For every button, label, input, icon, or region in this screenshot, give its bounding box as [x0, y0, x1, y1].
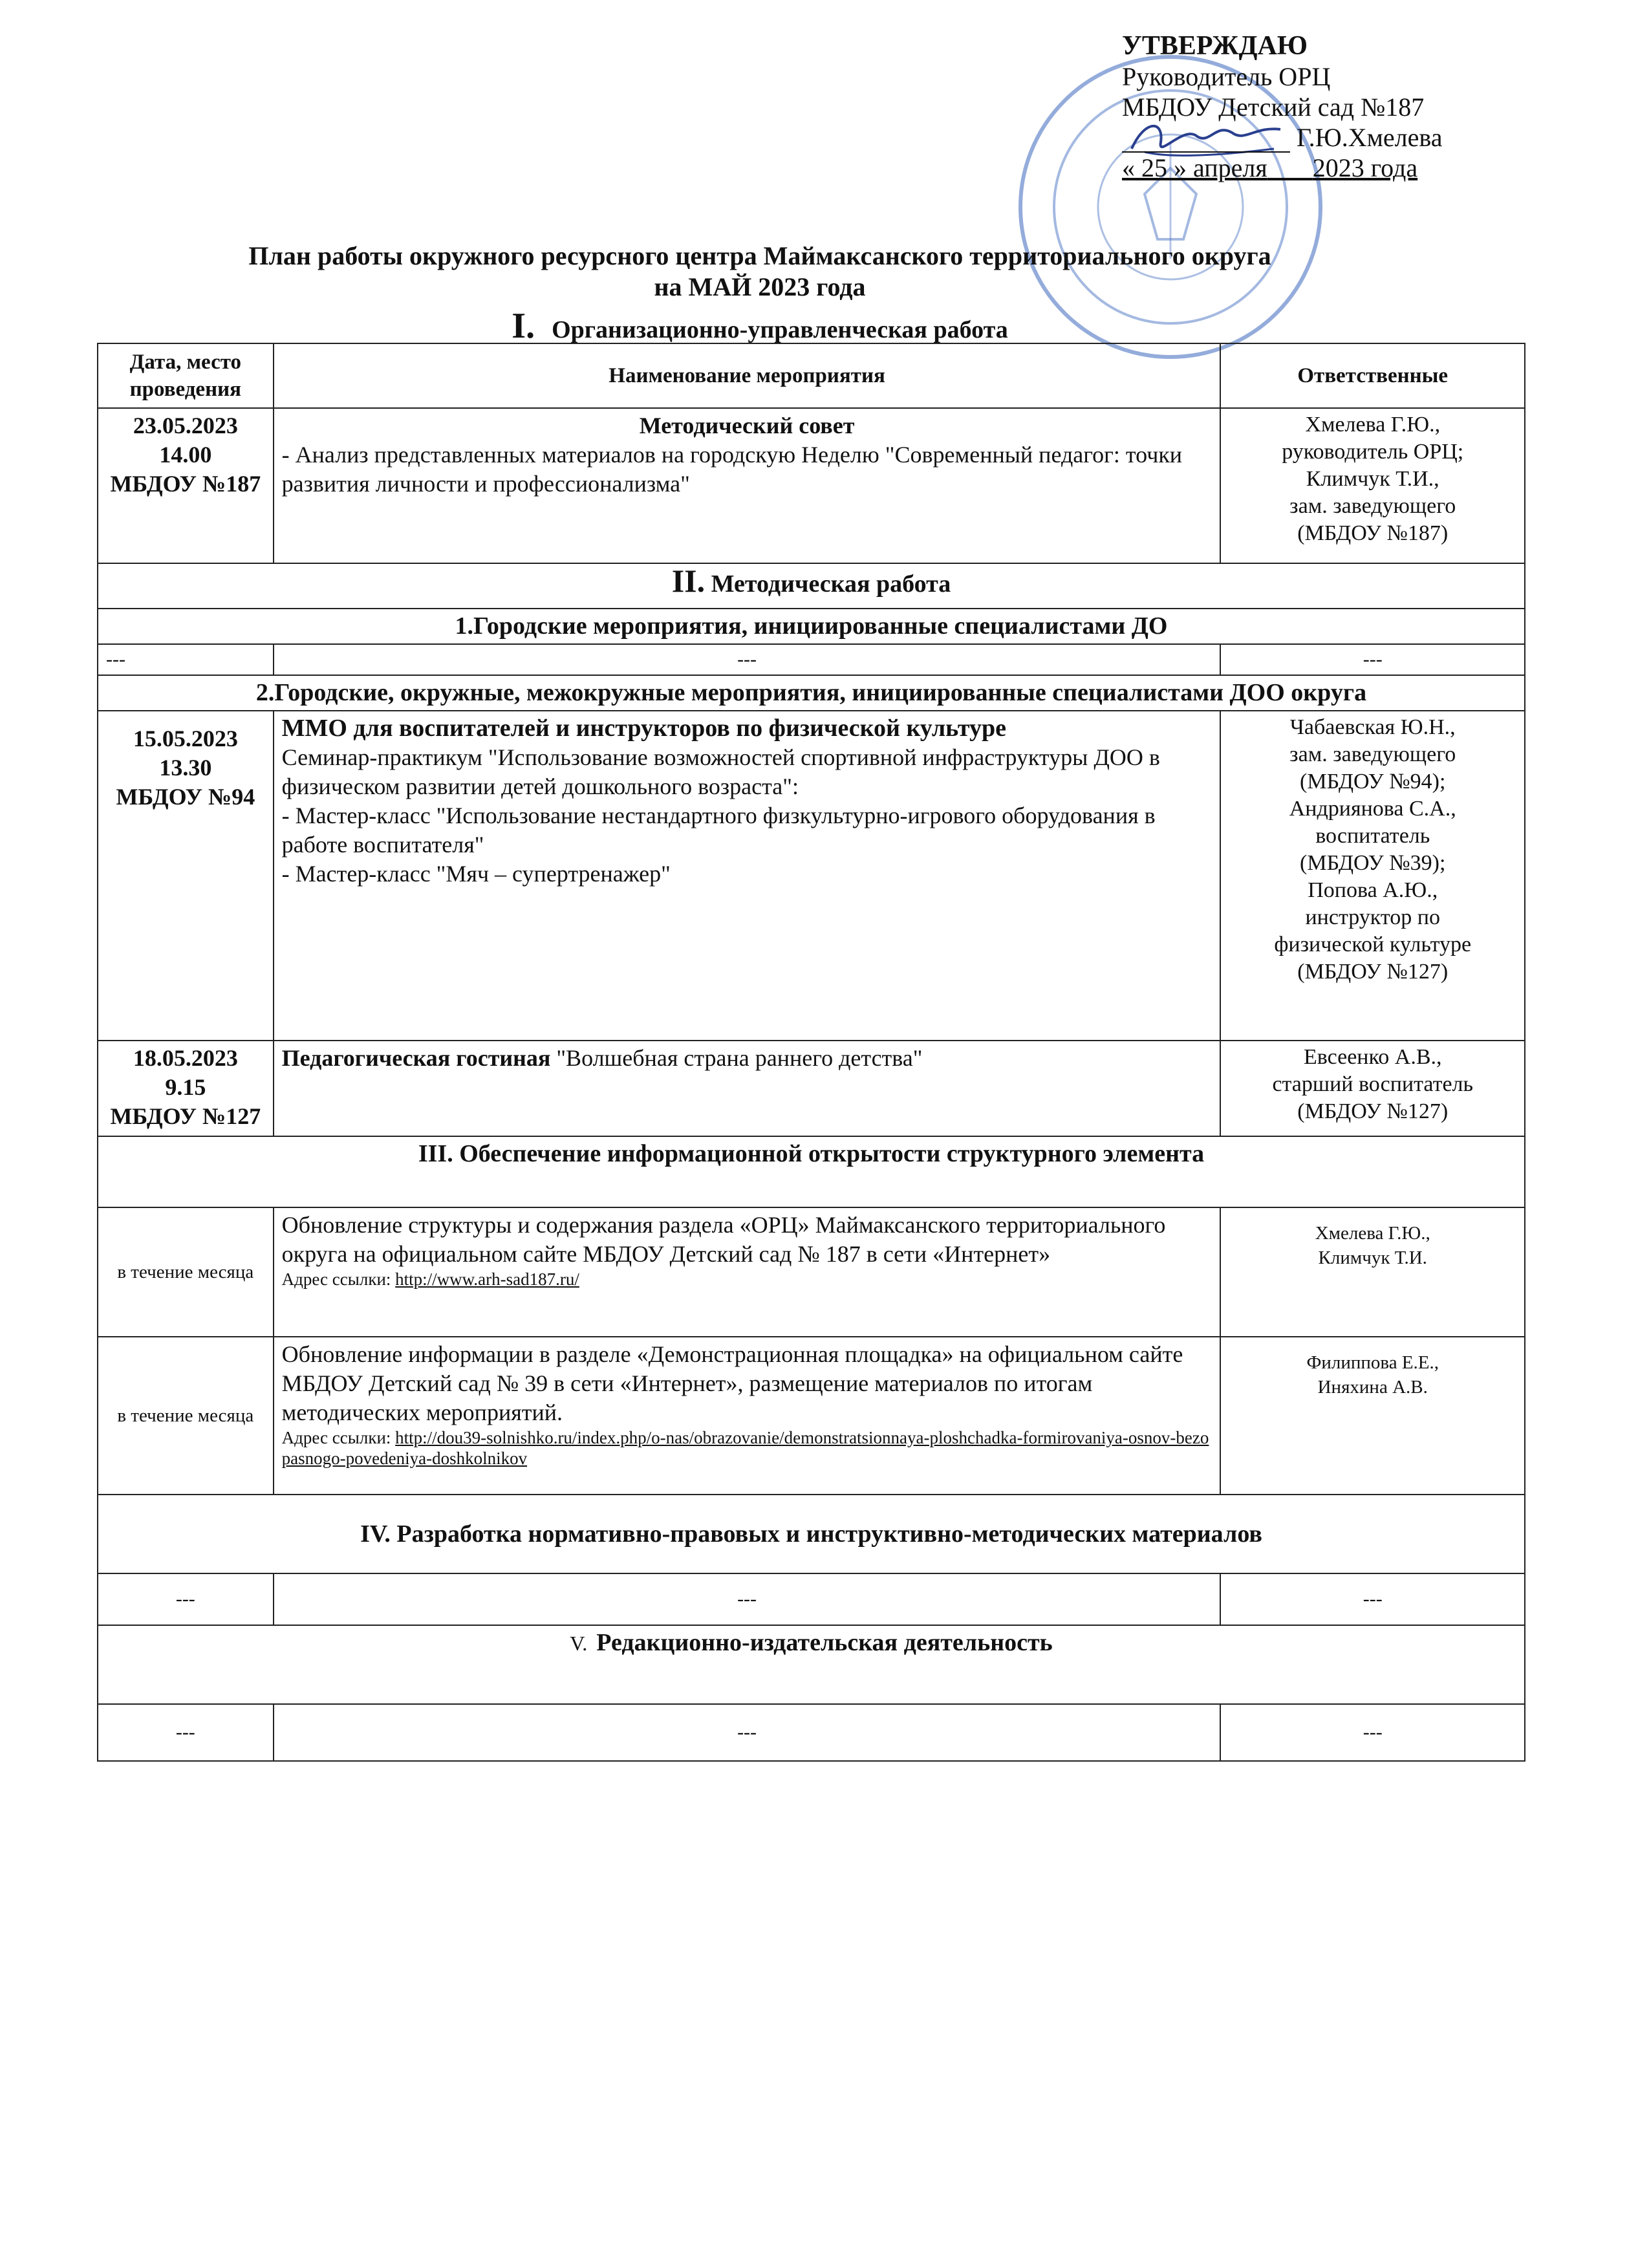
subsection-2-heading: 2.Городские, окружные, межокружные мероприятия, инициированные специалистами ДОО округа [98, 675, 1525, 711]
empty-cell: --- [1220, 1704, 1525, 1761]
section-4-heading: IV. Разработка нормативно-правовых и инструктивно-методических материалов [98, 1495, 1525, 1573]
empty-cell: --- [274, 1704, 1221, 1761]
lounge-responsible-cell [1220, 1041, 1525, 1136]
council-responsible-cell [1220, 408, 1525, 563]
table-row-empty-1 [98, 644, 1525, 675]
empty-cell: --- [98, 1704, 274, 1761]
site-orc-resp-line: Климчук Т.И. [1318, 1247, 1427, 1268]
section-1-label: Организационно-управленческая работа [552, 316, 1008, 343]
section-2-label: Методическая работа [711, 570, 951, 598]
approval-signer: Г.Ю.Хмелева [1297, 123, 1443, 152]
mmo-resp-line: физической культуре [1274, 933, 1472, 956]
table-row-lounge [98, 1041, 1525, 1136]
section-1-heading [97, 305, 1423, 347]
council-date: 23.05.2023 [133, 413, 238, 438]
approval-heading: УТВЕРЖДАЮ [1122, 31, 1308, 61]
mmo-resp-line: (МБДОУ №39); [1300, 851, 1446, 875]
mmo-resp-line: (МБДОУ №94); [1300, 770, 1446, 794]
council-resp-line: (МБДОУ №187) [1297, 521, 1449, 545]
table-row-site-orc [98, 1207, 1525, 1337]
site-demo-link-label: Адрес ссылки: [281, 1428, 396, 1447]
site-orc-event-cell [274, 1207, 1221, 1337]
site-demo-link-line [282, 1427, 1212, 1469]
empty-cell: --- [98, 1573, 274, 1625]
mmo-responsible-cell [1220, 711, 1525, 1041]
mmo-resp-line: воспитатель [1315, 824, 1430, 848]
signature-underline [1122, 127, 1290, 153]
header-responsible: Ответственные [1220, 343, 1525, 408]
lounge-resp-line: Евсеенко А.В., [1303, 1045, 1442, 1069]
council-event-cell [274, 408, 1221, 563]
site-demo-responsible-cell [1220, 1337, 1525, 1495]
site-orc-text: Обновление структуры и содержания раздела «ОРЦ» Маймаксанского территориального округа на официальном сайте МБДОУ Детский сад № 187 в сети «Интернет» [281, 1212, 1166, 1267]
approval-date-month: апреля [1193, 153, 1267, 182]
approval-block [1122, 31, 1484, 183]
mmo-resp-line: (МБДОУ №127) [1297, 960, 1449, 984]
lounge-date-cell [98, 1041, 274, 1136]
mmo-time: 13.30 [159, 755, 212, 781]
approval-date [1122, 153, 1484, 183]
approval-org: МБДОУ Детский сад №187 [1122, 92, 1425, 122]
lounge-event-cell [274, 1041, 1221, 1136]
council-date-cell [98, 408, 274, 563]
table-row-council [98, 408, 1525, 563]
section-5-heading [98, 1625, 1525, 1704]
section-1-number: I. [512, 306, 535, 346]
council-text: - Анализ представленных материалов на городскую Неделю "Современный педагог: точки развития личности и профессионализма" [281, 442, 1183, 497]
site-orc-link[interactable]: http://www.arh-sad187.ru/ [395, 1269, 579, 1289]
site-orc-when: в течение месяца [98, 1207, 274, 1337]
approval-date-year: 2023 года [1312, 153, 1418, 182]
table-row-empty-2 [98, 1573, 1525, 1625]
table-row-site-demo [98, 1337, 1525, 1495]
lounge-title: Педагогическая гостиная [281, 1045, 551, 1071]
mmo-resp-line: Андриянова С.А., [1289, 797, 1456, 821]
site-demo-when: в течение месяца [98, 1337, 274, 1495]
section-5-number: V. [570, 1632, 588, 1655]
empty-cell: --- [1220, 1573, 1525, 1625]
plan-table [97, 343, 1525, 1762]
council-resp-line: руководитель ОРЦ; [1282, 440, 1464, 464]
subsection-2-row [98, 675, 1525, 711]
lounge-place: МБДОУ №127 [110, 1103, 261, 1129]
lounge-text: "Волшебная страна раннего детства" [556, 1045, 923, 1071]
table-header-row [98, 343, 1525, 408]
mmo-place: МБДОУ №94 [116, 784, 255, 810]
section-5-row [98, 1625, 1525, 1704]
mmo-date: 15.05.2023 [133, 726, 238, 751]
site-orc-resp-line: Хмелева Г.Ю., [1315, 1223, 1430, 1244]
site-demo-event-cell [274, 1337, 1221, 1495]
lounge-resp-line: старший воспитатель [1272, 1072, 1474, 1096]
table-row-mmo [98, 711, 1525, 1041]
mmo-title: ММО для воспитателей и инструкторов по физической культуре [281, 715, 1006, 742]
approval-position: Руководитель ОРЦ [1122, 62, 1331, 91]
council-time: 14.00 [159, 442, 212, 468]
council-place: МБДОУ №187 [110, 471, 261, 497]
mmo-date-cell [98, 711, 274, 1041]
site-demo-link[interactable]: http://dou39-solnishko.ru/index.php/o-nas/obrazovanie/demonstratsionnaya-ploshchadka-formirovaniya-osnov-bezopasnogo-povedeniya-doshkolnikov [281, 1428, 1209, 1468]
mmo-event-cell [274, 711, 1221, 1041]
council-title: Методический совет [639, 413, 855, 438]
empty-cell: --- [1220, 644, 1525, 675]
table-row-empty-3 [98, 1704, 1525, 1761]
empty-cell: --- [274, 1573, 1221, 1625]
mmo-resp-line: Чабаевская Ю.Н., [1289, 715, 1456, 739]
lounge-time: 9.15 [165, 1074, 206, 1100]
council-resp-line: Климчук Т.И., [1306, 467, 1439, 491]
mmo-text-masterclass-2: - Мастер-класс "Мяч – супертренажер" [281, 861, 671, 887]
section-2-number: II. [671, 563, 706, 599]
empty-cell: --- [274, 644, 1221, 675]
lounge-resp-line: (МБДОУ №127) [1297, 1099, 1449, 1123]
section-4-row [98, 1495, 1525, 1573]
section-2-heading [98, 563, 1525, 609]
council-resp-line: Хмелева Г.Ю., [1305, 413, 1441, 437]
site-demo-text: Обновление информации в разделе «Демонстрационная площадка» на официальном сайте МБДОУ Детский сад № 39 в сети «Интернет», размещение материалов по итогам методических мероприятий. [281, 1341, 1183, 1425]
council-resp-line: зам. заведующего [1289, 494, 1456, 518]
subsection-1-row [98, 609, 1525, 644]
mmo-resp-line: Попова А.Ю., [1308, 878, 1438, 902]
section-3-heading: III. Обеспечение информационной открытости структурного элемента [98, 1136, 1525, 1207]
empty-cell: --- [98, 644, 274, 675]
mmo-text-masterclass-1: - Мастер-класс "Использование нестандартного физкультурно-игрового оборудования в работе воспитателя" [281, 803, 1156, 858]
subsection-1-heading: 1.Городские мероприятия, инициированные специалистами ДО [98, 609, 1525, 644]
site-orc-link-label: Адрес ссылки: [281, 1269, 396, 1289]
mmo-text-seminar: Семинар-практикум "Использование возможностей спортивной инфраструктуры ДОО в физическом развитии детей дошкольного возраста": [281, 744, 1160, 799]
site-demo-resp-line: Иняхина А.В. [1317, 1377, 1428, 1398]
document-title [97, 241, 1423, 303]
site-demo-resp-line: Филиппова Е.Е., [1306, 1352, 1439, 1373]
site-orc-responsible-cell [1220, 1207, 1525, 1337]
mmo-resp-line: зам. заведующего [1289, 742, 1456, 766]
header-event: Наименование мероприятия [274, 343, 1221, 408]
approval-date-day: « 25 » [1122, 153, 1187, 182]
approval-signature-line [1122, 122, 1484, 153]
section-3-row [98, 1136, 1525, 1207]
site-orc-link-line [282, 1269, 1212, 1290]
header-date: Дата, место проведения [98, 343, 274, 408]
section-5-label: Редакционно-издательская деятельность [596, 1629, 1053, 1656]
title-line-2: на МАЙ 2023 года [654, 272, 866, 301]
title-line-1: План работы окружного ресурсного центра Маймаксанского территориального округа [248, 241, 1271, 270]
mmo-resp-line: инструктор по [1305, 905, 1440, 929]
lounge-date: 18.05.2023 [133, 1045, 238, 1071]
section-2-row [98, 563, 1525, 609]
